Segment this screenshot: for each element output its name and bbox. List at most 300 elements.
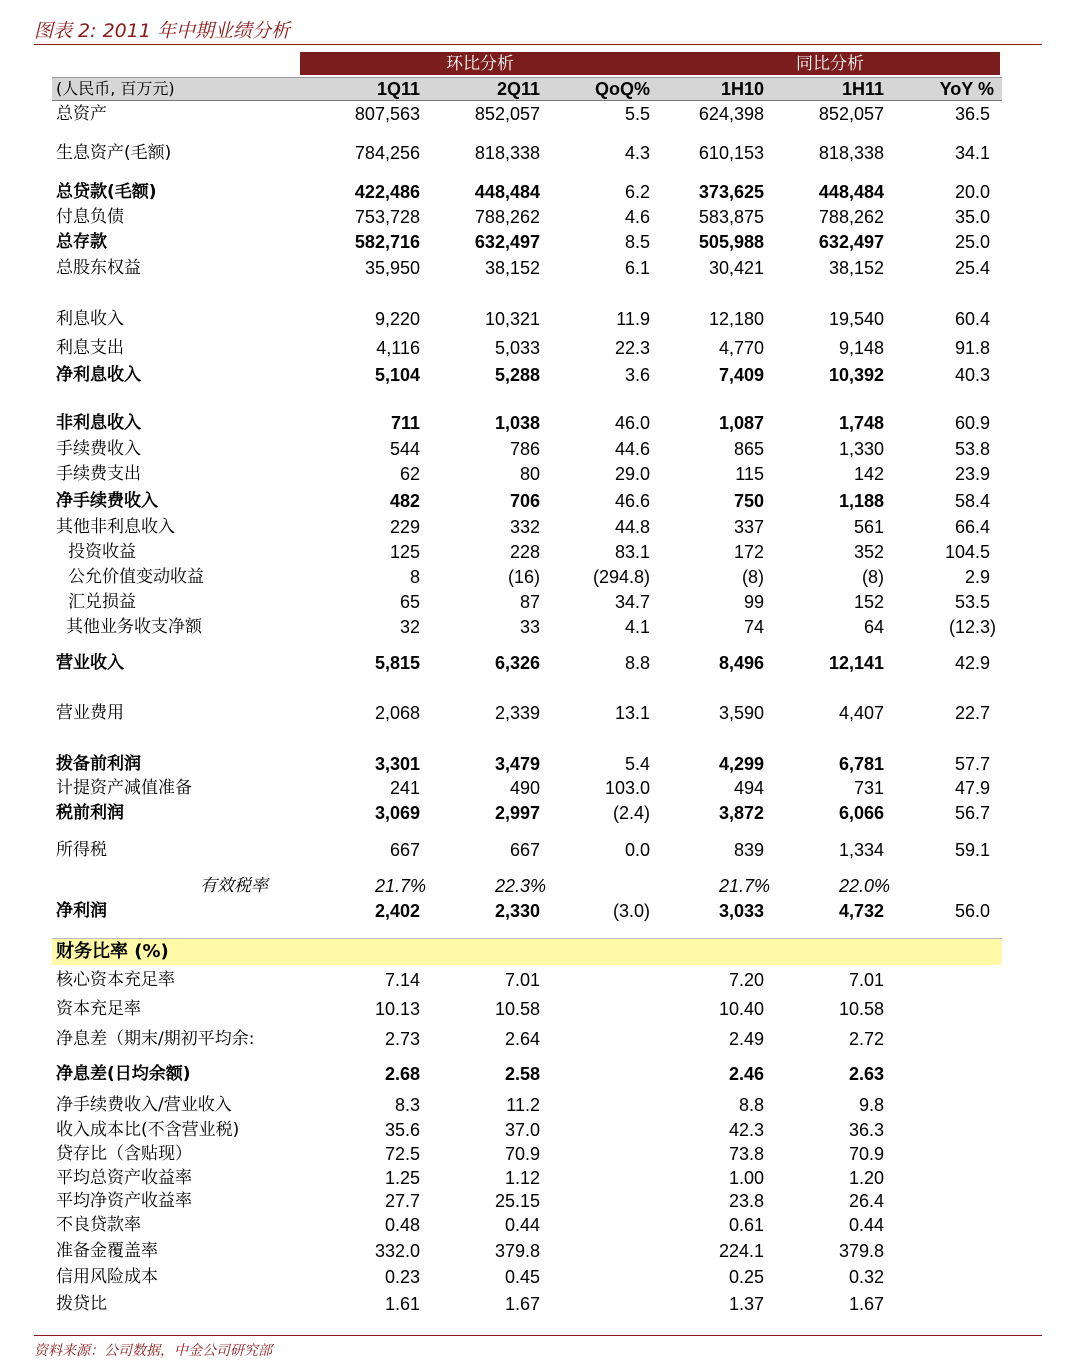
cell-1h10: 21.7% [718, 876, 770, 896]
cell-1q11: 241 [389, 778, 420, 798]
cell-1h10: 8,496 [718, 653, 764, 673]
cell-yoy: 66.4 [954, 517, 990, 537]
row-label: 有效税率 [200, 876, 268, 896]
cell-2q11: 0.45 [504, 1267, 540, 1287]
cell-2q11: 332 [509, 517, 540, 537]
cell-1q11: 72.5 [384, 1144, 420, 1164]
cell-1q11: 62 [399, 464, 420, 484]
ratio-row [52, 1093, 1002, 1117]
table-row [52, 205, 1002, 229]
cell-1h10: 1.00 [728, 1168, 764, 1188]
cell-1q11: 753,728 [354, 207, 420, 227]
cell-1h11: 561 [853, 517, 884, 537]
cell-yoy: 58.4 [954, 491, 990, 511]
cell-1h11: 6,066 [838, 803, 884, 823]
cell-1q11: 1.61 [384, 1294, 420, 1314]
row-label: 收入成本比(不含营业税) [56, 1120, 240, 1140]
ratio-section-header [52, 938, 1002, 965]
cell-1h10: 494 [733, 778, 764, 798]
cell-1h10: 839 [733, 840, 764, 860]
cell-1h10: 30,421 [708, 258, 764, 278]
cell-qoq: 103.0 [604, 778, 650, 798]
cell-yoy: 20.0 [954, 182, 990, 202]
cell-1q11: 332.0 [374, 1241, 420, 1261]
col-1h11: 1H11 [841, 79, 884, 99]
cell-1h11: 10,392 [828, 365, 884, 385]
cell-yoy: 57.7 [954, 754, 990, 774]
cell-1h10: 10.40 [718, 999, 764, 1019]
ratio-row [52, 1166, 1002, 1190]
col-1q11: 1Q11 [376, 79, 420, 99]
cell-yoy: 25.0 [954, 232, 990, 252]
cell-1q11: 229 [389, 517, 420, 537]
cell-1q11: 667 [389, 840, 420, 860]
cell-2q11: 33 [519, 617, 540, 637]
table-row [52, 801, 1002, 825]
row-label: 其他非利息收入 [56, 517, 175, 537]
cell-2q11: 379.8 [494, 1241, 540, 1261]
cell-1h10: 74 [743, 617, 764, 637]
table-row [52, 256, 1002, 280]
cell-1h10: 2.49 [728, 1029, 764, 1049]
cell-1h11: 1.67 [848, 1294, 884, 1314]
cell-1h11: 731 [853, 778, 884, 798]
cell-2q11: 448,484 [474, 182, 540, 202]
cell-qoq: 29.0 [614, 464, 650, 484]
row-label: 总资产 [56, 104, 107, 124]
cell-1h11: 36.3 [848, 1120, 884, 1140]
row-label: 平均总资产收益率 [56, 1168, 192, 1188]
cell-1h11: 70.9 [848, 1144, 884, 1164]
row-label: 净利息收入 [56, 365, 141, 385]
table-row [52, 411, 1002, 435]
cell-1q11: 21.7% [374, 876, 426, 896]
cell-1h11: 9,148 [838, 338, 884, 358]
cell-1h11: 1.20 [848, 1168, 884, 1188]
cell-2q11: 706 [509, 491, 540, 511]
cell-2q11: 632,497 [474, 232, 540, 252]
cell-1h11: 788,262 [818, 207, 884, 227]
row-label: 汇兑损益 [68, 592, 136, 612]
ratio-row [52, 1265, 1002, 1289]
cell-1h11: 22.0% [838, 876, 890, 896]
row-label: 税前利润 [56, 803, 124, 823]
cell-1h10: 624,398 [698, 104, 764, 124]
cell-yoy: 56.0 [954, 901, 990, 921]
cell-qoq: 46.6 [614, 491, 650, 511]
cell-1h11: 19,540 [828, 309, 884, 329]
cell-1q11: 7.14 [384, 970, 420, 990]
cell-qoq: 34.7 [614, 592, 650, 612]
cell-qoq: 44.8 [614, 517, 650, 537]
cell-2q11: 786 [509, 439, 540, 459]
cell-1h11: 64 [863, 617, 884, 637]
cell-1h11: 6,781 [838, 754, 884, 774]
cell-qoq: 11.9 [616, 309, 650, 329]
table-row [52, 651, 1002, 675]
cell-qoq: 46.0 [614, 413, 650, 433]
cell-1h10: 172 [733, 542, 764, 562]
table-row [52, 489, 1002, 513]
cell-2q11: 0.44 [504, 1215, 540, 1235]
cell-1q11: 27.7 [384, 1191, 420, 1211]
row-label: 计提资产减值准备 [56, 778, 192, 798]
cell-qoq: 13.1 [614, 703, 650, 723]
cell-qoq: 4.1 [624, 617, 650, 637]
cell-1h11: (8) [862, 567, 884, 587]
row-label: 准备金覆盖率 [56, 1241, 158, 1261]
cell-1q11: 1.25 [384, 1168, 420, 1188]
cell-1h11: 2.63 [848, 1064, 884, 1084]
row-label: 拨备前利润 [56, 754, 141, 774]
cell-qoq: 8.8 [624, 653, 650, 673]
table-row [52, 590, 1002, 614]
cell-qoq: (3.0) [612, 901, 650, 921]
cell-1q11: 8 [409, 567, 420, 587]
row-label: 生息资产(毛额) [56, 143, 172, 163]
cell-1h11: 1,330 [838, 439, 884, 459]
row-label: 总存款 [56, 232, 107, 252]
cell-qoq: 6.1 [624, 258, 650, 278]
unit-label: (人民币, 百万元) [56, 79, 175, 98]
cell-2q11: 1.12 [504, 1168, 540, 1188]
cell-1h11: 0.44 [848, 1215, 884, 1235]
cell-1q11: 35,950 [364, 258, 420, 278]
cell-qoq: (2.4) [612, 803, 650, 823]
cell-1q11: 5,104 [374, 365, 420, 385]
cell-1h10: 0.25 [728, 1267, 764, 1287]
row-label: 信用风险成本 [56, 1267, 158, 1287]
row-label: 拨贷比 [56, 1294, 107, 1314]
cell-2q11: 25.15 [494, 1191, 540, 1211]
band-huanbi: 环比分析 [300, 52, 660, 75]
row-label: 总贷款(毛额) [56, 182, 157, 202]
cell-2q11: 80 [519, 464, 540, 484]
cell-qoq: 4.3 [624, 143, 650, 163]
cell-1h11: 7.01 [848, 970, 884, 990]
row-label: 非利息收入 [56, 413, 141, 433]
row-label: 营业费用 [56, 703, 124, 723]
cell-1h10: 750 [733, 491, 764, 511]
cell-1q11: 711 [390, 413, 420, 433]
ratio-section-title: 财务比率 (%) [56, 941, 169, 962]
cell-yoy: 60.4 [954, 309, 990, 329]
cell-1h10: 583,875 [698, 207, 764, 227]
cell-qoq: (294.8) [592, 567, 650, 587]
cell-1q11: 5,815 [374, 653, 420, 673]
cell-1h10: 337 [733, 517, 764, 537]
cell-2q11: 788,262 [474, 207, 540, 227]
table-row [52, 462, 1002, 486]
cell-yoy: 34.1 [954, 143, 990, 163]
cell-qoq: 83.1 [614, 542, 650, 562]
cell-2q11: 2,339 [494, 703, 540, 723]
cell-1q11: 582,716 [354, 232, 420, 252]
cell-1h10: 73.8 [728, 1144, 764, 1164]
cell-1h10: 3,590 [718, 703, 764, 723]
cell-1h11: 10.58 [838, 999, 884, 1019]
figure-title: 图表 2: 2011 年中期业绩分析 [34, 20, 290, 42]
cell-yoy: 36.5 [954, 104, 990, 124]
table-row [52, 701, 1002, 725]
cell-qoq: 5.4 [624, 754, 650, 774]
cell-1h11: 4,732 [838, 901, 884, 921]
cell-1h10: (8) [742, 567, 764, 587]
row-label: 核心资本充足率 [56, 970, 175, 990]
cell-yoy: 2.9 [964, 567, 990, 587]
cell-2q11: 70.9 [504, 1144, 540, 1164]
title-rule [34, 44, 1042, 45]
row-label: 贷存比（含贴现） [56, 1144, 192, 1164]
table-row [52, 180, 1002, 204]
cell-1h10: 610,153 [698, 143, 764, 163]
cell-1h11: 12,141 [828, 653, 884, 673]
cell-1q11: 422,486 [354, 182, 420, 202]
cell-2q11: 2.58 [504, 1064, 540, 1084]
cell-1h11: 142 [853, 464, 884, 484]
cell-qoq: 0.0 [624, 840, 650, 860]
cell-yoy: 104.5 [944, 542, 990, 562]
cell-1h10: 4,770 [718, 338, 764, 358]
source-note: 资料来源：公司数据，中金公司研究部 [34, 1343, 272, 1359]
cell-1q11: 125 [389, 542, 420, 562]
cell-1h10: 12,180 [708, 309, 764, 329]
cell-1h11: 26.4 [848, 1191, 884, 1211]
cell-2q11: 11.2 [506, 1095, 540, 1115]
cell-yoy: 40.3 [954, 365, 990, 385]
cell-1q11: 2,068 [374, 703, 420, 723]
ratio-row [52, 1213, 1002, 1237]
table-row [52, 838, 1002, 862]
cell-1q11: 784,256 [354, 143, 420, 163]
cell-qoq: 22.3 [614, 338, 650, 358]
cell-1q11: 544 [389, 439, 420, 459]
table-header [52, 77, 1002, 101]
row-label: 净息差（期末/期初平均余: [56, 1029, 255, 1049]
cell-1q11: 8.3 [394, 1095, 420, 1115]
table-row [52, 874, 1002, 898]
cell-1h11: 379.8 [838, 1241, 884, 1261]
cell-2q11: 10,321 [484, 309, 540, 329]
cell-1h10: 23.8 [728, 1191, 764, 1211]
table-row [52, 363, 1002, 387]
cell-1q11: 3,069 [374, 803, 420, 823]
row-label: 营业收入 [56, 653, 124, 673]
cell-2q11: 852,057 [474, 104, 540, 124]
row-label: 净息差(日均余额) [56, 1064, 191, 1084]
row-label: 净手续费收入 [56, 491, 158, 511]
cell-1h11: 152 [853, 592, 884, 612]
ratio-row [52, 1062, 1002, 1086]
row-label: 所得税 [56, 840, 107, 860]
row-label: 不良贷款率 [56, 1215, 141, 1235]
cell-1h10: 115 [735, 464, 764, 484]
cell-1h11: 352 [853, 542, 884, 562]
cell-1h11: 818,338 [818, 143, 884, 163]
cell-1h10: 0.61 [728, 1215, 764, 1235]
cell-2q11: 6,326 [494, 653, 540, 673]
cell-1h11: 1,748 [838, 413, 884, 433]
table-row [52, 515, 1002, 539]
cell-1q11: 9,220 [374, 309, 420, 329]
cell-yoy: 91.8 [954, 338, 990, 358]
cell-qoq: 6.2 [624, 182, 650, 202]
cell-1h10: 865 [733, 439, 764, 459]
cell-1q11: 2.68 [384, 1064, 420, 1084]
cell-2q11: 2,997 [494, 803, 540, 823]
col-1h10: 1H10 [720, 79, 764, 99]
table-row [52, 437, 1002, 461]
cell-1q11: 2,402 [374, 901, 420, 921]
row-label: 手续费支出 [56, 464, 141, 484]
cell-2q11: 1,038 [494, 413, 540, 433]
cell-1h10: 505,988 [698, 232, 764, 252]
cell-2q11: 1.67 [504, 1294, 540, 1314]
cell-1h10: 7,409 [718, 365, 764, 385]
cell-1h10: 224.1 [718, 1241, 764, 1261]
cell-2q11: 38,152 [484, 258, 540, 278]
cell-qoq: 4.6 [624, 207, 650, 227]
cell-1h10: 99 [743, 592, 764, 612]
col-yoy: YoY % [939, 79, 994, 99]
cell-1h11: 448,484 [818, 182, 884, 202]
cell-2q11: 5,288 [494, 365, 540, 385]
cell-qoq: 3.6 [624, 365, 650, 385]
table-row [52, 307, 1002, 331]
cell-yoy: 53.8 [954, 439, 990, 459]
cell-yoy: 53.5 [954, 592, 990, 612]
cell-qoq: 44.6 [614, 439, 650, 459]
cell-1q11: 10.13 [374, 999, 420, 1019]
cell-1q11: 65 [399, 592, 420, 612]
table-row [52, 141, 1002, 165]
cell-1q11: 32 [399, 617, 420, 637]
cell-2q11: 3,479 [494, 754, 540, 774]
cell-1h11: 852,057 [818, 104, 884, 124]
cell-1h11: 38,152 [828, 258, 884, 278]
cell-yoy: 56.7 [954, 803, 990, 823]
cell-1h11: 0.32 [848, 1267, 884, 1287]
cell-1h10: 3,872 [718, 803, 764, 823]
ratio-row [52, 1292, 1002, 1316]
row-label: 其他业务收支净额 [66, 617, 202, 637]
table-row [52, 540, 1002, 564]
row-label: 利息收入 [56, 309, 124, 329]
col-qoq: QoQ% [594, 79, 650, 99]
table-row [52, 230, 1002, 254]
cell-1h11: 4,407 [838, 703, 884, 723]
table-row [52, 615, 1002, 639]
cell-yoy: 25.4 [954, 258, 990, 278]
cell-2q11: 87 [519, 592, 540, 612]
footer-rule [34, 1335, 1042, 1336]
cell-2q11: (16) [507, 567, 540, 587]
cell-2q11: 7.01 [504, 970, 540, 990]
band-tongbi: 同比分析 [660, 52, 1000, 75]
cell-1h10: 373,625 [698, 182, 764, 202]
cell-yoy: 59.1 [954, 840, 990, 860]
cell-1h10: 8.8 [738, 1095, 764, 1115]
table-row [52, 776, 1002, 800]
table-row [52, 102, 1002, 126]
row-label: 付息负债 [56, 207, 124, 227]
cell-1q11: 3,301 [374, 754, 420, 774]
cell-1q11: 482 [389, 491, 420, 511]
ratio-row [52, 1239, 1002, 1263]
cell-1h11: 2.72 [848, 1029, 884, 1049]
cell-yoy: 23.9 [954, 464, 990, 484]
cell-yoy: (12.3) [948, 617, 996, 637]
row-label: 公允价值变动收益 [68, 567, 204, 587]
cell-yoy: 47.9 [954, 778, 990, 798]
ratio-row [52, 1189, 1002, 1213]
cell-yoy: 60.9 [954, 413, 990, 433]
cell-2q11: 2.64 [504, 1029, 540, 1049]
row-label: 净手续费收入/营业收入 [56, 1095, 232, 1115]
row-label: 资本充足率 [56, 999, 141, 1019]
cell-2q11: 2,330 [494, 901, 540, 921]
cell-1h10: 4,299 [718, 754, 764, 774]
cell-2q11: 818,338 [474, 143, 540, 163]
table-row [52, 336, 1002, 360]
cell-1h10: 2.46 [728, 1064, 764, 1084]
cell-1h10: 3,033 [718, 901, 764, 921]
cell-1h10: 1.37 [728, 1294, 764, 1314]
col-2q11: 2Q11 [496, 79, 540, 99]
row-label: 净利润 [56, 901, 107, 921]
cell-qoq: 8.5 [624, 232, 650, 252]
cell-2q11: 10.58 [494, 999, 540, 1019]
row-label: 手续费收入 [56, 439, 141, 459]
ratio-row [52, 1142, 1002, 1166]
cell-2q11: 22.3% [494, 876, 546, 896]
cell-2q11: 667 [509, 840, 540, 860]
cell-1q11: 4,116 [376, 338, 420, 358]
ratio-row [52, 997, 1002, 1021]
row-label: 投资收益 [68, 542, 136, 562]
cell-1q11: 0.23 [384, 1267, 420, 1287]
row-label: 平均净资产收益率 [56, 1191, 192, 1211]
table-row [52, 565, 1002, 589]
ratio-row [52, 1118, 1002, 1142]
cell-1q11: 2.73 [384, 1029, 420, 1049]
cell-yoy: 35.0 [954, 207, 990, 227]
cell-1h11: 1,188 [838, 491, 884, 511]
cell-1h10: 7.20 [728, 970, 764, 990]
cell-2q11: 490 [509, 778, 540, 798]
table-row [52, 752, 1002, 776]
cell-yoy: 42.9 [954, 653, 990, 673]
cell-1q11: 807,563 [354, 104, 420, 124]
cell-2q11: 5,033 [494, 338, 540, 358]
cell-1h11: 9.8 [858, 1095, 884, 1115]
cell-2q11: 37.0 [504, 1120, 540, 1140]
row-label: 利息支出 [56, 338, 124, 358]
cell-yoy: 22.7 [954, 703, 990, 723]
ratio-row [52, 1027, 1002, 1051]
cell-2q11: 228 [509, 542, 540, 562]
cell-1q11: 35.6 [384, 1120, 420, 1140]
row-label: 总股东权益 [56, 258, 141, 278]
table-row [52, 899, 1002, 923]
cell-1h11: 632,497 [818, 232, 884, 252]
cell-1h10: 1,087 [718, 413, 764, 433]
ratio-row [52, 968, 1002, 992]
cell-1h10: 42.3 [728, 1120, 764, 1140]
cell-qoq: 5.5 [624, 104, 650, 124]
cell-1q11: 0.48 [384, 1215, 420, 1235]
cell-1h11: 1,334 [838, 840, 884, 860]
